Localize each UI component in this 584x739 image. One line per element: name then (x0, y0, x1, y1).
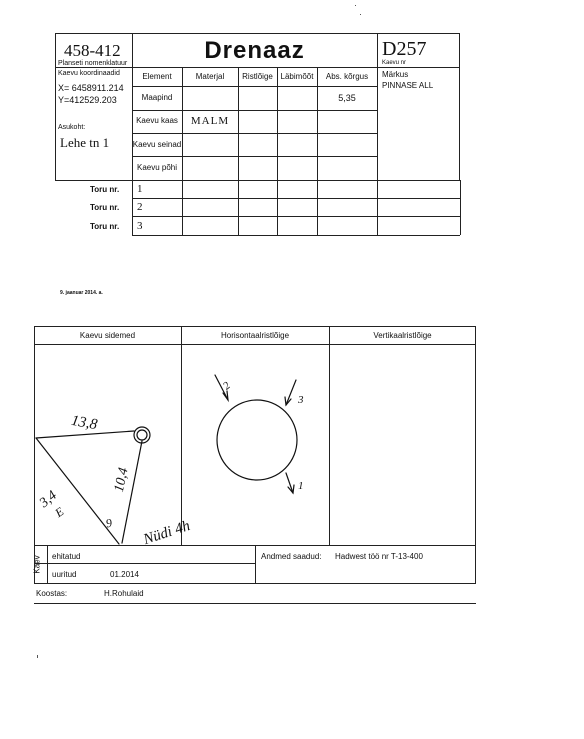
sketch-dist-bottom: 9 (104, 515, 114, 531)
sketch-dist-top: 13,8 (69, 412, 99, 434)
pipe-num-3: 3 (137, 220, 143, 232)
location-value: Lehe tn 1 (60, 135, 110, 150)
col-height: Abs. kõrgus (325, 72, 369, 81)
scan-speck (355, 5, 356, 6)
pipe-num-1: 1 (137, 183, 143, 195)
pipe-mark-2: 2 (220, 379, 233, 393)
pipe-mark-3: 3 (298, 394, 304, 406)
coord-caption: Kaevu koordinaadid (58, 70, 120, 77)
col-vertical: Vertikaalristlõige (373, 331, 432, 340)
sketch-nudi: Nüdi 4h (141, 518, 193, 549)
author-name: H.Rohulaid (104, 589, 144, 598)
author-label: Koostas: (36, 589, 68, 598)
pipe-label-2: Toru nr. (90, 203, 120, 212)
document-title: Drenaaz (204, 37, 305, 64)
row-element-3: Kaevu seinad (132, 140, 182, 149)
pipe-num-2: 2 (137, 201, 143, 213)
row-element-2: Kaevu kaas (136, 116, 178, 125)
col-element: Element (142, 72, 172, 81)
pipe-label-1: Toru nr. (90, 185, 120, 194)
pipe-label-3: Toru nr. (90, 222, 120, 231)
notes-header: Märkus (382, 70, 409, 79)
well-number: D257 (382, 38, 427, 60)
col-connections: Kaevu sidemed (79, 331, 136, 340)
coord-x: X= 6458911.214 (58, 83, 124, 93)
date-note: 9. jaanuar 2014. a. (60, 290, 103, 296)
coord-y: Y=412529.203 (58, 95, 117, 105)
row-element-4: Kaevu põhi (136, 163, 178, 172)
pipe-mark-1: 1 (298, 480, 304, 492)
sketch-dist-left: 3,4 (36, 488, 60, 511)
col-diameter: Läbimõõt (280, 72, 314, 81)
source-value: Hadwest töö nr T-13-400 (335, 552, 423, 561)
location-caption: Asukoht: (58, 124, 86, 131)
col-horizontal: Horisontaalristlõige (220, 331, 290, 340)
side-label: Kaev (32, 555, 42, 574)
sketch-dist-side: 10,4 (111, 466, 132, 494)
horizontal-section-drawing (181, 345, 329, 545)
col-material: Materjal (195, 72, 225, 81)
col-crosssection: Ristlõige (242, 72, 273, 81)
row-height-1: 5,35 (338, 93, 356, 103)
surveyed-label: uuritud (52, 570, 77, 579)
sheet-caption: Planseti nomenklatuur (58, 60, 128, 67)
notes-value: PINNASE ALL (382, 81, 434, 90)
sheet-code: 458-412 (64, 41, 121, 60)
sketch-mark-e: E (52, 504, 67, 520)
built-label: ehitatud (52, 552, 81, 561)
row-element-1: Maapind (141, 93, 173, 102)
scan-speck (37, 655, 38, 658)
well-caption: Kaevu nr (382, 60, 407, 66)
scan-speck (360, 14, 361, 15)
surveyed-date: 01.2014 (110, 570, 139, 579)
row-material-2: MALM (190, 115, 230, 127)
source-label: Andmed saadud: (261, 552, 322, 561)
